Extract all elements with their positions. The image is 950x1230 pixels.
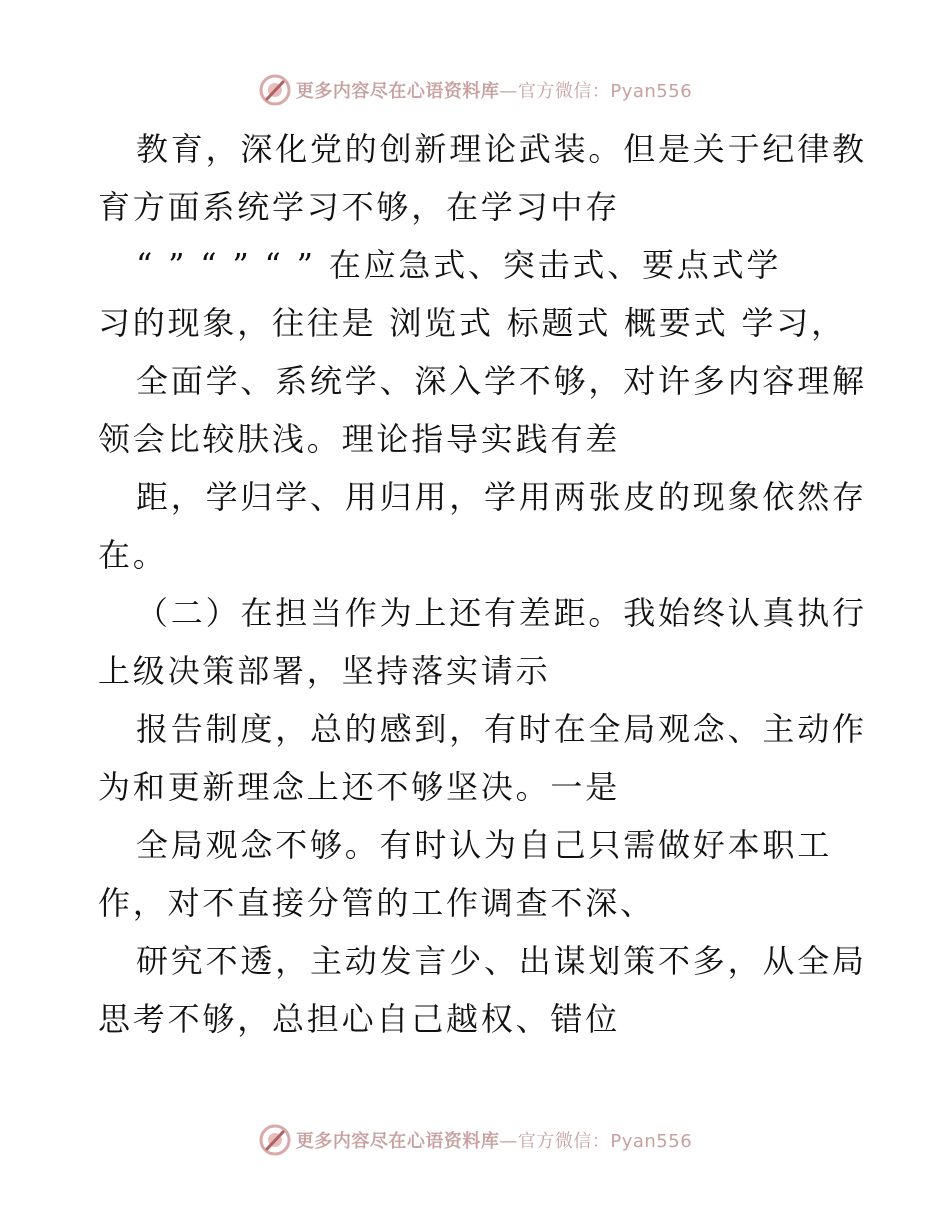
logo-icon [258, 1123, 292, 1157]
text-line: 育方面系统学习不够，在学习中存 [98, 188, 621, 226]
text-line: 为和更新理念上还不够坚决。一是 [98, 768, 621, 806]
banner-main-text: 更多内容尽在心语资料库 [295, 1131, 500, 1152]
text-line: 全局观念不够。有时认为自己只需做好本职工 [136, 826, 833, 864]
text-line: 距，学归学、用归用，学用两张皮的现象依然存 [136, 478, 867, 516]
banner-main-text: 更多内容尽在心语资料库 [295, 81, 500, 102]
text-line: （二）在担当作为上还有差距。我始终认真执行 [136, 594, 867, 632]
text-line: 领会比较肤浅。理论指导实践有差 [98, 420, 621, 458]
banner-sub-text: —官方微信：Pyan556 [499, 1131, 693, 1152]
text-line: 思考不够，总担心自己越权、错位 [98, 1000, 621, 1038]
logo-icon [258, 73, 292, 107]
text-line: 报告制度，总的感到，有时在全局观念、主动作 [136, 710, 867, 748]
text-line: 在。 [98, 536, 168, 574]
text-line: “ ” “ ” “ ” 在应急式、突击式、要点式学 [136, 246, 782, 284]
text-line: 作，对不直接分管的工作调查不深、 [98, 884, 655, 922]
banner-sub-text: —官方微信：Pyan556 [499, 81, 693, 102]
text-line: 上级决策部署，坚持落实请示 [98, 652, 551, 690]
footer-banner [0, 1120, 950, 1160]
document-body [98, 120, 867, 1048]
header-banner [0, 70, 950, 110]
text-line: 研究不透，主动发言少、出谋划策不多，从全局 [136, 942, 867, 980]
text-line: 全面学、系统学、深入学不够，对许多内容理解 [136, 362, 867, 400]
text-line: 习的现象，往往是 浏览式 标题式 概要式 学习， [98, 304, 846, 342]
text-line: 教育，深化党的创新理论武装。但是关于纪律教 [136, 130, 867, 168]
